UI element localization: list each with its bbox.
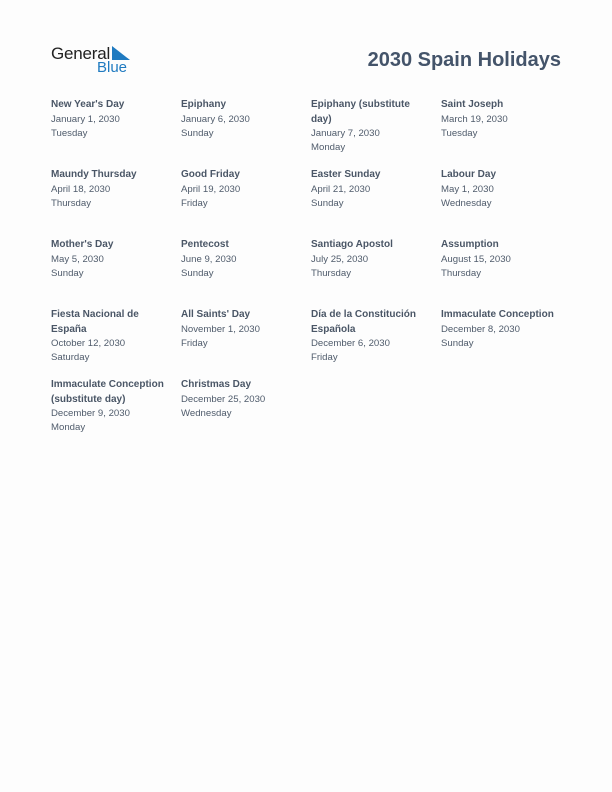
holiday-name: Saint Joseph: [441, 99, 504, 110]
holiday-date: July 25, 2030: [311, 253, 369, 265]
holiday-weekday: Saturday: [51, 352, 90, 363]
holiday-entry: [51, 168, 169, 238]
holiday-name: Día de la Constitución Española: [311, 309, 417, 335]
holiday-entry: [181, 168, 299, 238]
holiday-date: January 7, 2030: [311, 128, 380, 139]
holiday-name: Christmas Day: [181, 379, 252, 390]
holiday-name: Immaculate Conception: [441, 309, 554, 320]
holiday-date: December 9, 2030: [51, 408, 130, 419]
holiday-name: New Year's Day: [51, 99, 125, 110]
holiday-weekday: Wednesday: [181, 407, 232, 419]
holiday-date: April 19, 2030: [181, 183, 241, 195]
holiday-name: All Saints' Day: [181, 309, 251, 320]
holiday-weekday: Sunday: [181, 267, 214, 279]
holiday-date: August 15, 2030: [441, 253, 511, 265]
holiday-date: June 9, 2030: [181, 253, 237, 265]
holiday-entry: [181, 238, 299, 308]
holiday-entry: [181, 308, 299, 378]
holiday-date: October 12, 2030: [51, 338, 126, 349]
holiday-date: April 21, 2030: [311, 183, 371, 195]
holiday-date: May 5, 2030: [51, 253, 104, 265]
holiday-entry: [51, 98, 169, 168]
holiday-name: Fiesta Nacional de España: [51, 309, 139, 335]
holiday-name: Maundy Thursday: [51, 169, 137, 180]
holiday-name: Good Friday: [181, 169, 240, 180]
holiday-date: May 1, 2030: [441, 183, 494, 195]
holiday-name: Immaculate Conception (substitute day): [51, 379, 164, 405]
holiday-weekday: Friday: [181, 197, 208, 209]
page-title: 2030 Spain Holidays: [367, 49, 561, 71]
logo-text-general: General: [51, 44, 111, 63]
holiday-weekday: Sunday: [311, 197, 344, 209]
holiday-weekday: Friday: [181, 337, 208, 349]
holiday-weekday: Sunday: [51, 267, 84, 279]
holiday-name: Assumption: [441, 239, 499, 250]
holiday-name: Easter Sunday: [311, 169, 381, 180]
holiday-weekday: Monday: [51, 422, 86, 433]
holiday-name: Mother's Day: [51, 239, 114, 250]
brand-logo: [51, 44, 141, 78]
holiday-date: March 19, 2030: [441, 113, 508, 125]
holiday-weekday: Thursday: [51, 197, 91, 209]
holiday-weekday: Sunday: [181, 127, 214, 139]
holiday-date: April 18, 2030: [51, 183, 111, 195]
holiday-entry: [51, 378, 169, 448]
holiday-weekday: Tuesday: [51, 127, 88, 139]
holiday-weekday: Thursday: [311, 267, 351, 279]
holiday-entry: [441, 238, 559, 308]
holiday-entry: [51, 238, 169, 308]
holiday-entry: [311, 308, 429, 378]
holiday-date: December 6, 2030: [311, 338, 390, 349]
holiday-entry: [311, 238, 429, 308]
holiday-weekday: Thursday: [441, 267, 481, 279]
holiday-date: December 25, 2030: [181, 393, 266, 405]
holiday-date: December 8, 2030: [441, 323, 520, 335]
holiday-date: January 6, 2030: [181, 113, 250, 125]
holiday-weekday: Tuesday: [441, 127, 478, 139]
holiday-name: Epiphany (substitute day): [311, 99, 410, 125]
holiday-weekday: Sunday: [441, 337, 474, 349]
holiday-name: Santiago Apostol: [311, 239, 393, 250]
holiday-entry: [51, 308, 169, 378]
holiday-name: Labour Day: [441, 169, 497, 180]
holiday-entry: [181, 98, 299, 168]
holiday-weekday: Friday: [311, 352, 338, 363]
holiday-weekday: Wednesday: [441, 197, 492, 209]
holiday-name: Epiphany: [181, 99, 227, 110]
holiday-name: Pentecost: [181, 239, 229, 250]
holiday-entry: [311, 98, 429, 168]
holiday-date: January 1, 2030: [51, 113, 120, 125]
holiday-entry: [311, 168, 429, 238]
logo-text-blue: Blue: [97, 59, 128, 76]
holiday-entry: [181, 378, 299, 448]
holiday-weekday: Monday: [311, 142, 346, 153]
holiday-grid: [51, 98, 571, 448]
holiday-date: November 1, 2030: [181, 323, 260, 335]
holiday-entry: [441, 168, 559, 238]
holiday-entry: [441, 98, 559, 168]
holiday-entry: [441, 308, 559, 378]
